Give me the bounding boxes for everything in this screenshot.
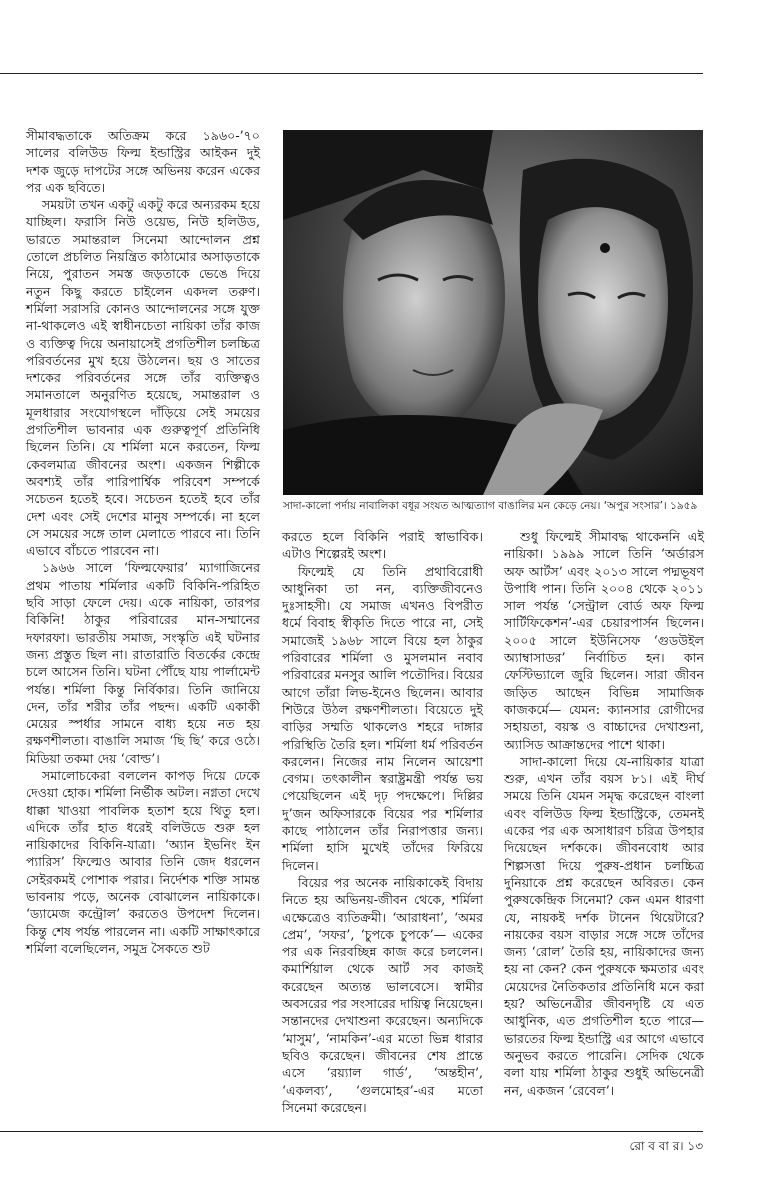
article-column-2 [282,528,483,1116]
paragraph: শুধু ফিল্মেই সীমাবদ্ধ থাকেননি এই নায়িকা। ১৯৯৯ সালে তিনি ‘অর্ডারস অফ আর্টস’ এবং ২০১৩ সালে পদ্মভূষণ উপাধি পান। তিনি ২০০৪ থেকে ২০১১ সাল পর্যন্ত ‘সেন্ট্রাল বোর্ড অফ ফিল্ম সার্টিফিকেশন’-এর চেয়ারপার্সন ছিলেন। ২০০৫ সালে ইউনিসেফ ‘গুডউইল অ্যাম্বাসাডর’ নির্বাচিত হন। কান ফেস্টিভ্যালে জুরি ছিলেন। সারা জীবন জড়িত আছেন বিভিন্ন সামাজিক কাজকর্মে— যেমন: ক্যানসার রোগীদের সহায়তা, বয়স্ক ও বাচ্চাদের দেখাশুনা, অ্যাসিড আক্রান্তদের পাশে থাকা। [504,529,704,752]
article-column-3 [504,528,704,1099]
page-footer: রো ব বা র। ১৩ [629,1139,703,1153]
paragraph: সমালোচকেরা বললেন কাপড় দিয়ে ঢেকে দেওয়া হোক। শর্মিলা নির্ভীক অটল। নগ্নতা দেখে ধাক্কা খাওয়া পাবলিক হতাশ হয়ে থিতু হল। এদিকে তাঁর হাত ধরেই বলিউডে শুরু হল নায়িকাদের বিকিনি-যাত্রা। ‘অ্যান ইভনিং ইন প্যারিস’ ফিল্মেও আবার তিনি জেদ ধরলেন সেইরকমই পোশাক পরার। নির্দেশক শক্তি সামন্ত ভাবনায় পড়ে, অনেক বোঝালেন নায়িকাকে। ‘ড্যামেজ কন্ট্রোল’ করতেও উপদেশ দিলেন। কিন্তু শেষ পর্যন্ত পারলেন না। একটি সাক্ষাৎকারে শর্মিলা বলেছিলেন, সমুদ্র সৈকতে শুট [26,767,260,956]
paragraph: ১৯৬৬ সালে ‘ফিল্মফেয়ার’ ম্যাগাজিনের প্রথম পাতায় শর্মিলার একটি বিকিনি-পরিহিত ছবি সাড়া ফেলে দেয়। একে নায়িকা, তারপর বিকিনি! ঠাকুর পরিবারের মান-সম্মানের দফারফা। ভারতীয় সমাজ, সংস্কৃতি এই ঘটনার জন্য প্রস্তুত ছিল না। রাতারাতি বিতর্কের কেন্দ্রে চলে আসেন তিনি। ঘটনা পৌঁছে যায় পার্লামেন্ট পর্যন্ত। শর্মিলা কিন্তু নির্বিকার। তিনি জানিয়ে দেন, তাঁর শরীর তাঁর পছন্দ। একটি একাকী মেয়ের স্পর্ধার সামনে বাধ্য হয়ে নত হয় রক্ষণশীলতা। বাঙালি সমাজ ‘ছি ছি’ করে ওঠে। মিডিয়া তকমা দেয় ‘বোল্ড’। [26,560,260,766]
article-column-1 [26,127,260,957]
film-still-photo [283,130,703,495]
top-rule [0,73,703,74]
paragraph: বিয়ের পর অনেক নায়িকাকেই বিদায় নিতে হয় অভিনয়-জীবন থেকে, শর্মিলা এক্ষেত্রেও ব্যতিক্রমী। ‘আরাধনা’, ‘অমর প্রেম’, ‘সফর’, ‘চুপকে চুপকে’— একের পর এক নিরবচ্ছিন্ন কাজ করে চললেন। কমার্শিয়াল থেকে আর্ট সব কাজই করেছেন অত্যন্ত ভালবেসে। স্বামীর অবসরের পর সংসারের দায়িত্ব নিয়েছেন। সন্তানদের দেখাশুনা করেছেন। অন্যদিকে ‘মাসুম’, ‘নামকিন’-এর মতো ভিন্ন ধারার ছবিও করেছেন। জীবনের শেষ প্রান্তে এসে ‘রয়্যাল গার্ড’, ‘অন্তহীন’, ‘একলব্য’, ‘গুলমোহর’-এর মতো সিনেমা করেছেন। [282,874,483,1115]
paragraph: সীমাবদ্ধতাকে অতিক্রম করে ১৯৬০-’৭০ সালের বলিউড ফিল্ম ইন্ডাস্ট্রির আইকন দুই দশক জুড়ে দাপটের সঙ্গে অভিনয় করেন একের পর এক ছবিতে। [26,128,260,195]
bottom-rule [0,1131,703,1132]
paragraph: সাদা-কালো দিয়ে যে-নায়িকার যাত্রা শুরু, এখন তাঁর বয়স ৮১। এই দীর্ঘ সময়ে তিনি যেমন সমৃদ্ধ করেছেন বাংলা এবং বলিউড ফিল্ম ইন্ডাস্ট্রিকে, তেমনই একের পর এক অসাধারণ চরিত্র উপহার দিয়েছেন দর্শককে। জীবনবোধ আর শিল্পসত্তা দিয়ে পুরুষ-প্রধান চলচ্চিত্র দুনিয়াকে প্রশ্ন করেছেন অবিরত। কেন পুরুষকেন্দ্রিক সিনেমা? কেন এমন ধারণা যে, নায়কই দর্শক টানেন থিয়েটারে? নায়কের বয়স বাড়ার সঙ্গে সঙ্গে তাঁদের জন্য ‘রোল’ তৈরি হয়, নায়িকাদের জন্য হয় না কেন? কেন পুরুষকে ক্ষমতার এবং মেয়েদের নৈতিকতার প্রতিনিধি মনে করা হয়? অভিনেত্রীর জীবনদৃষ্টি যে এত আধুনিক, এত প্রগতিশীল হতে পারে— ভারতের ফিল্ম ইন্ডাস্ট্রি এর আগে এভাবে অনুভব করতে পারেনি। সেদিক থেকে বলা যায় শর্মিলা ঠাকুর শুধুই অভিনেত্রী নন, একজন ‘রেবেল’। [504,753,704,1098]
paragraph: করতে হলে বিকিনি পরাই স্বাভাবিক। এটাও শিল্পেরই অংশ। [282,529,483,562]
photo-caption: সাদা-কালো পর্দায় নাবালিকা বধূর সংযত আত্মত্যাগ বাঙালির মন কেড়ে নেয়। ‘অপুর সংসার’। ১৯৫৯ [283,500,698,512]
paragraph: ফিল্মেই যে তিনি প্রথাবিরোধী আধুনিকা তা নন, ব্যক্তিজীবনেও দুঃসাহসী। যে সমাজ এখনও বিপরীত ধর্মে বিবাহ স্বীকৃতি দিতে পারে না, সেই সমাজেই ১৯৬৮ সালে বিয়ে হল ঠাকুর পরিবারের শর্মিলা ও মুসলমান নবাব পরিবারের মনসুর আলি পতৌদির। বিয়ের আগে তাঁরা লিভ-ইনেও ছিলেন। আবার শিউরে উঠল রক্ষণশীলতা। বিয়েতে দুই বাড়ির সম্মতি থাকলেও শহরে দাঙ্গার পরিস্থিতি তৈরি হল। শর্মিলা ধর্ম পরিবর্তন করলেন। নিজের নাম নিলেন আয়েশা বেগম। তৎকালীন স্বরাষ্ট্রমন্ত্রী পর্যন্ত ভয় পেয়েছিলেন এই দৃঢ় পদক্ষেপে। দিল্লির দু’জন অফিসারকে বিয়ের পর শর্মিলার কাছে পাঠালেন তাঁর নিরাপত্তার জন্য। শর্মিলা হাসি মুখেই তাঁদের ফিরিয়ে দিলেন। [282,563,483,873]
paragraph: সময়টা তখন একটু একটু করে অন্যরকম হয়ে যাচ্ছিল। ফরাসি নিউ ওয়েভ, নিউ হলিউড, ভারতে সমান্তরাল সিনেমা আন্দোলন প্রশ্ন তোলে প্রচলিত নিয়ন্ত্রিত কাঠামোর অসাড়তাকে নিয়ে, পুরাতন সমস্ত জড়তাকে ভেঙে দিয়ে নতুন কিছু করতে চাইলেন একদল তরুণ। শর্মিলা সরাসরি কোনও আন্দোলনের সঙ্গে যুক্ত না-থাকলেও এই স্বাধীনচেতা নায়িকা তাঁর কাজ ও ব্যক্তিত্ব দিয়ে অনায়াসেই প্রগতিশীল চলচ্চিত্র পরিবর্তনের মুখ হয়ে উঠলেন। ছয় ও সাতের দশকের পরিবর্তনের সঙ্গে তাঁর ব্যক্তিত্বও সমানতালে অনুরণিত হয়েছে, সমান্তরাল ও মূলধারার সংযোগস্থলে দাঁড়িয়ে সেই সময়ের প্রগতিশীল ভাবনার এক গুরুত্বপূর্ণ প্রতিনিধি ছিলেন তিনি। যে শর্মিলা মনে করতেন, ফিল্ম কেবলমাত্র জীবনের অংশ। একজন শিল্পীকে অবশ্যই তাঁর পারিপার্শ্বিক পরিবেশ সম্পর্কে সচেতন হতেই হবে। সচেতন হতেই হবে তাঁর দেশ এবং সেই দেশের মানুষ সম্পর্কে। না হলে সে সময়ের সঙ্গে তাল মেলাতে পারবে না। তিনি এভাবে বাঁচতে পারবেন না। [26,197,260,559]
